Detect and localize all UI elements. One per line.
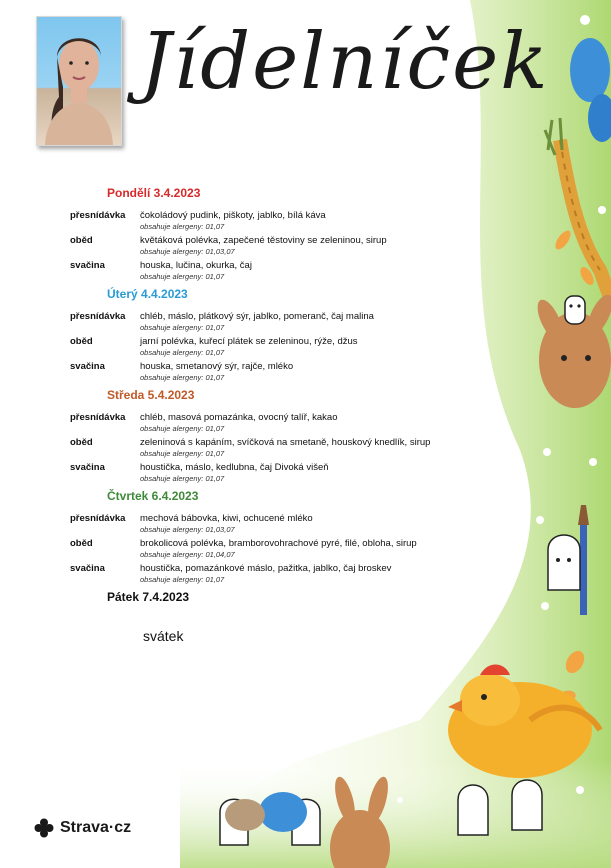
meal-row [70,260,480,281]
meal-type: svačina [70,563,105,574]
meal-body [140,538,480,559]
meal-body [140,311,480,332]
meal-row [70,513,480,534]
day-friday [70,590,480,644]
little-ghost-illustration [565,296,585,324]
meal-body [140,437,480,458]
meal-description: zeleninová s kapáním, svíčková na smetaně, houskový knedlík, sirup [140,437,431,448]
meal-type: oběd [70,437,93,448]
meal-row [70,235,480,256]
meal-description: chléb, masová pomazánka, ovocný talíř, kakao [140,412,338,423]
meal-type: svačina [70,260,105,271]
day-thursday [70,489,480,584]
meal-row [70,336,480,357]
meal-description: houska, lučina, okurka, čaj [140,260,252,271]
meal-type: svačina [70,361,105,372]
meal-type: oběd [70,336,93,347]
meal-body [140,563,480,584]
logo-text: Strava·cz [60,819,132,836]
allergens: obsahuje alergeny: 01,07 [140,348,225,357]
strava-logo[interactable] [34,818,131,838]
meal-type: přesnídávka [70,412,126,423]
day-wednesday [70,388,480,483]
allergens: obsahuje alergeny: 01,07 [140,575,225,584]
meal-type: přesnídávka [70,513,126,524]
meal-body [140,412,480,433]
profile-photo [36,16,122,146]
meal-body [140,513,480,534]
meal-body [140,462,480,483]
allergens: obsahuje alergeny: 01,07 [140,424,225,433]
meal-type: oběd [70,538,93,549]
allergens: obsahuje alergeny: 01,07 [140,323,225,332]
meal-description: houstička, máslo, kedlubna, čaj Divoká višeň [140,462,329,473]
allergens: obsahuje alergeny: 01,07 [140,474,225,483]
allergens: obsahuje alergeny: 01,04,07 [140,550,235,559]
allergens: obsahuje alergeny: 01,03,07 [140,525,235,534]
meal-body [140,235,480,256]
allergens: obsahuje alergeny: 01,07 [140,449,225,458]
day-header: Úterý 4.4.2023 [107,287,188,301]
allergens: obsahuje alergeny: 01,07 [140,222,225,231]
meal-description: čokoládový pudink, piškoty, jablko, bílá káva [140,210,326,221]
day-header: Pátek 7.4.2023 [107,590,190,604]
allergens: obsahuje alergeny: 01,07 [140,272,225,281]
meal-type: přesnídávka [70,210,126,221]
meal-body [140,336,480,357]
allergens: obsahuje alergeny: 01,07 [140,373,225,382]
meal-row [70,210,480,231]
meal-body [140,210,480,231]
meal-row [70,311,480,332]
meal-row [70,462,480,483]
flower-icon [34,818,54,838]
meal-description: chléb, máslo, plátkový sýr, jablko, pomeranč, čaj malina [140,311,374,322]
day-header: Pondělí 3.4.2023 [107,186,201,200]
meal-description: mechová bábovka, kiwi, ochucené mléko [140,513,313,524]
meal-description: houska, smetanový sýr, rajče, mléko [140,361,294,372]
meal-description: houstička, pomazánkové máslo, pažitka, jablko, čaj broskev [140,563,392,574]
day-monday [70,186,480,281]
ghost-with-brush-illustration [548,535,580,590]
meal-body [140,361,480,382]
person-portrait-icon [37,17,121,145]
easter-egg-blue-bottom-icon [259,792,307,832]
meal-type: přesnídávka [70,311,126,322]
page-title: Jídelníček [140,17,550,107]
meal-body [140,260,480,281]
holiday-note: svátek [143,628,184,644]
meal-row [70,538,480,559]
meal-description: květáková polévka, zapečené těstoviny se zeleninou, sirup [140,235,387,246]
meal-row [70,412,480,433]
allergens: obsahuje alergeny: 01,03,07 [140,247,235,256]
meal-type: oběd [70,235,93,246]
meal-description: brokolicová polévka, bramborovohrachové pyré, filé, obloha, sirup [140,538,417,549]
meal-description: jarní polévka, kuřecí plátek se zeleninou, rýže, džus [140,336,358,347]
meal-row [70,361,480,382]
meal-row [70,563,480,584]
day-tuesday [70,287,480,382]
meal-type: svačina [70,462,105,473]
meal-row [70,437,480,458]
day-header: Čtvrtek 6.4.2023 [107,489,199,503]
weekly-menu [70,186,480,650]
day-header: Středa 5.4.2023 [107,388,195,402]
